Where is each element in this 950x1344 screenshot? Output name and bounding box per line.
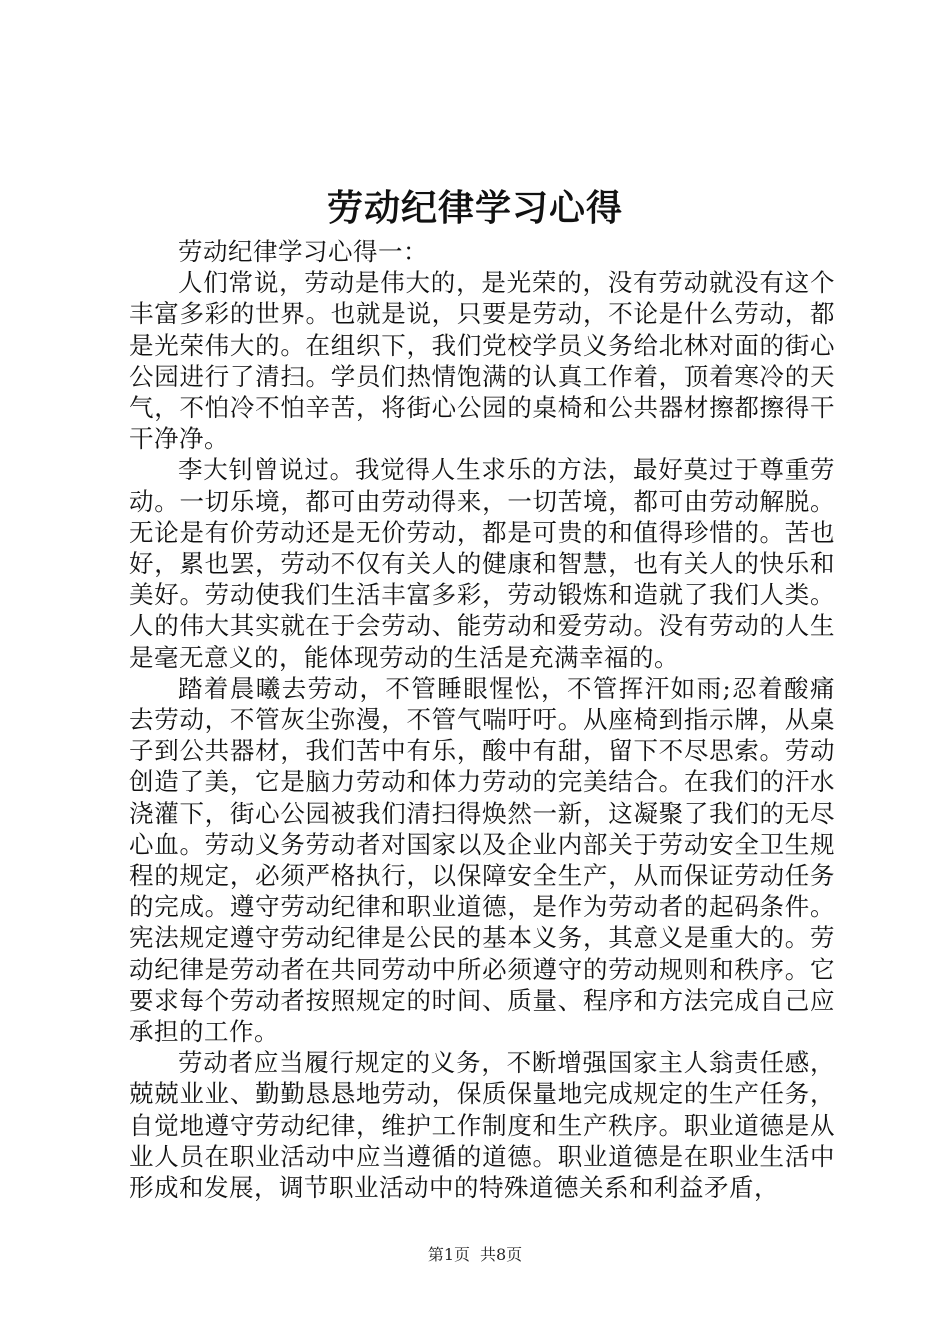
page-count: 共8页: [480, 1245, 523, 1264]
paragraph: 李大钊曾说过。我觉得人生求乐的方法，最好莫过于尊重劳动。一切乐境，都可由劳动得来，一切苦境，都可由劳动解脱。无论是有价劳动还是无价劳动，都是可贵的和值得珍惜的。苦也好，累也罢，劳动不仅有关人的健康和智慧，也有关人的快乐和美好。劳动使我们生活丰富多彩，劳动锻炼和造就了我们人类。人的伟大其实就在于会劳动、能劳动和爱劳动。没有劳动的人生是毫无意义的，能体现劳动的生活是充满幸福的。: [129, 455, 835, 672]
paragraph: 劳动者应当履行规定的义务，不断增强国家主人翁责任感，兢兢业业、勤勤恳恳地劳动，保质保量地完成规定的生产任务，自觉地遵守劳动纪律，维护工作制度和生产秩序。职业道德是从业人员在职业活动中应当遵循的道德。职业道德是在职业生活中形成和发展，调节职业活动中的特殊道德关系和利益矛盾，: [129, 1048, 835, 1203]
paragraph-subheading: 劳动纪律学习心得一：: [178, 237, 428, 266]
paragraph: 人们常说，劳动是伟大的，是光荣的，没有劳动就没有这个丰富多彩的世界。也就是说，只要是劳动，不论是什么劳动，都是光荣伟大的。在组织下，我们党校学员义务给北林对面的街心公园进行了清扫。学员们热情饱满的认真工作着，顶着寒冷的天气，不怕冷不怕辛苦，将街心公园的桌椅和公共器材擦都擦得干干净净。: [129, 268, 835, 454]
page-footer: [0, 1244, 950, 1266]
page-number: 第1页: [427, 1245, 470, 1264]
document-body: [129, 236, 835, 1203]
paragraph: 踏着晨曦去劳动，不管睡眼惺忪，不管挥汗如雨;忍着酸痛去劳动，不管灰尘弥漫，不管气喘吁吁。从座椅到指示牌，从桌子到公共器材，我们苦中有乐，酸中有甜，留下不尽思索。劳动创造了美，它是脑力劳动和体力劳动的完美结合。在我们的汗水浇灌下，街心公园被我们清扫得焕然一新，这凝聚了我们的无尽心血。劳动义务劳动者对国家以及企业内部关于劳动安全卫生规程的规定，必须严格执行，以保障安全生产，从而保证劳动任务的完成。遵守劳动纪律和职业道德，是作为劳动者的起码条件。宪法规定遵守劳动纪律是公民的基本义务，其意义是重大的。劳动纪律是劳动者在共同劳动中所必须遵守的劳动规则和秩序。它要求每个劳动者按照规定的时间、质量、程序和方法完成自己应承担的工作。: [129, 673, 835, 1047]
document-title: 劳动纪律学习心得: [326, 187, 623, 229]
